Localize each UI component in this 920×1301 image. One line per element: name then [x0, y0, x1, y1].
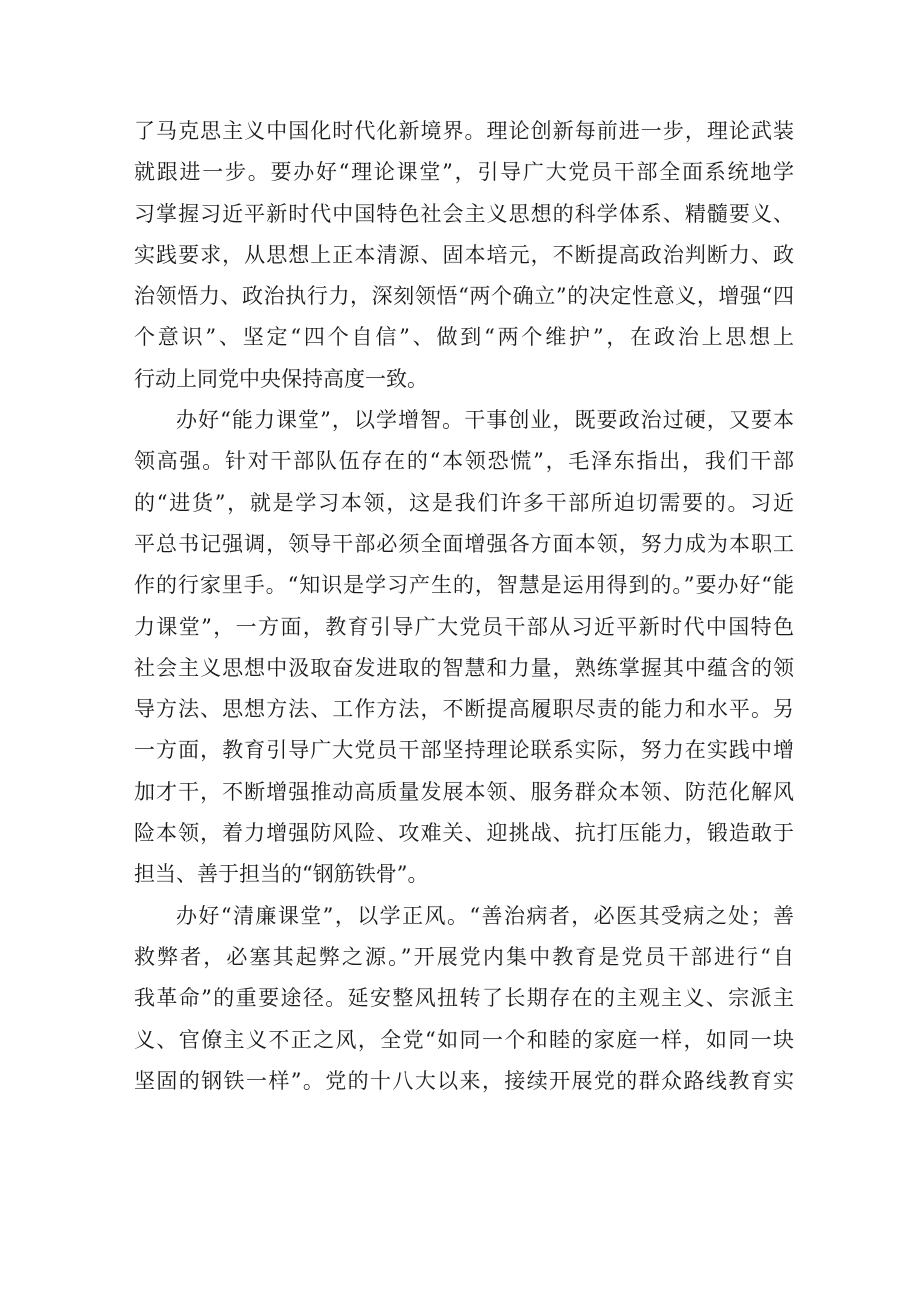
- paragraph-3-line-2: 救弊者，必塞其起弊之源。”开展党内集中教育是党员干部进行“自: [134, 944, 794, 969]
- paragraph-1-line-5: 治领悟力、政治执行力，深刻领悟“两个确立”的决定性意义，增强“四: [134, 284, 794, 309]
- paragraph-3-line-1: 办好“清廉课堂”，以学正风。“善治病者，必医其受病之处；善: [176, 903, 794, 928]
- paragraph-2-line-1: 办好“能力课堂”，以学增智。干事创业，既要政治过硬，又要本: [176, 408, 794, 433]
- paragraph-1-line-4: 实践要求，从思想上正本清源、固本培元，不断提高政治判断力、政: [134, 242, 794, 267]
- paragraph-2-line-2: 领高强。针对干部队伍存在的“本领恐慌”，毛泽东指出，我们干部: [134, 449, 794, 474]
- paragraph-2-line-9: 一方面，教育引导广大党员干部坚持理论联系实际，努力在实践中增: [134, 738, 794, 763]
- document-body: [134, 111, 794, 1102]
- paragraph-1-line-1: 了马克思主义中国化时代化新境界。理论创新每前进一步，理论武装: [134, 119, 794, 143]
- paragraph-1-line-2: 就跟进一步。要办好“理论课堂”，引导广大党员干部全面系统地学: [134, 160, 794, 185]
- paragraph-2-line-7: 社会主义思想中汲取奋发进取的智慧和力量，熟练掌握其中蕴含的领: [134, 655, 794, 680]
- paragraph-2-line-10: 加才干，不断增强推动高质量发展本领、服务群众本领、防范化解风: [134, 779, 794, 804]
- paragraph-3-line-5: 坚固的钢铁一样”。党的十八大以来，接续开展党的群众路线教育实: [134, 1068, 794, 1093]
- paragraph-3-line-3: 我革命”的重要途径。延安整风扭转了长期存在的主观主义、宗派主: [134, 986, 794, 1011]
- paragraph-2-line-5: 作的行家里手。“知识是学习产生的，智慧是运用得到的。”要办好“能: [134, 573, 794, 598]
- paragraph-1-line-3: 习掌握习近平新时代中国特色社会主义思想的科学体系、精髓要义、: [134, 201, 794, 226]
- paragraph-1-line-6: 个意识”、坚定“四个自信”、做到“两个维护”，在政治上思想上: [134, 325, 794, 350]
- paragraph-2-line-4: 平总书记强调，领导干部必须全面增强各方面本领，努力成为本职工: [134, 531, 794, 556]
- paragraph-2-line-3: 的“进货”，就是学习本领，这是我们许多干部所迫切需要的。习近: [134, 490, 794, 515]
- paragraph-2-line-8: 导方法、思想方法、工作方法，不断提高履职尽责的能力和水平。另: [134, 697, 794, 722]
- paragraph-3-line-4: 义、官僚主义不正之风，全党“如同一个和睦的家庭一样，如同一块: [134, 1027, 794, 1052]
- paragraph-2-line-11: 险本领，着力增强防风险、攻难关、迎挑战、抗打压能力，锻造敢于: [134, 821, 794, 846]
- paragraph-1-line-7: 行动上同党中央保持高度一致。: [134, 366, 428, 391]
- paragraph-2-line-12: 担当、善于担当的“钢筋铁骨”。: [134, 862, 429, 887]
- paragraph-2-line-6: 力课堂”，一方面，教育引导广大党员干部从习近平新时代中国特色: [134, 614, 794, 639]
